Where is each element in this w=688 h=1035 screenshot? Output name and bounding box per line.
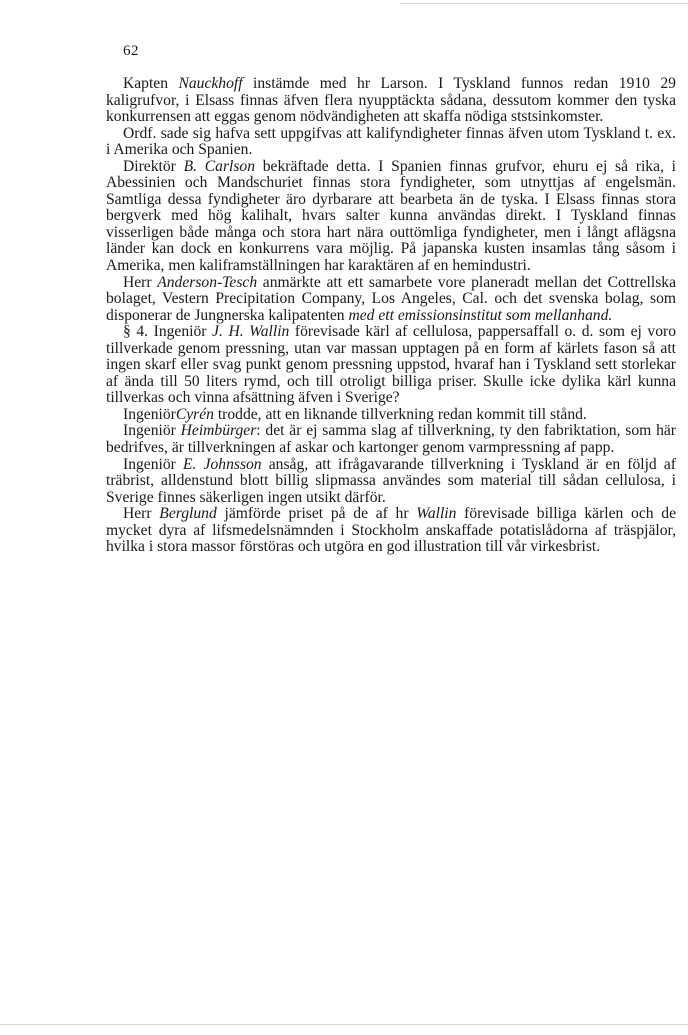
body-text: [106, 76, 676, 556]
italic-name-span: Cyrén: [175, 405, 214, 423]
paragraph-heimburger: [106, 423, 676, 456]
top-scan-rule: [400, 3, 688, 4]
text-span: § 4. Ingeniör: [123, 323, 213, 341]
italic-name-span: E. Johnsson: [182, 455, 262, 473]
paragraph-cyren: [106, 407, 676, 424]
text-span: Ingeniör: [123, 455, 183, 473]
text-span: förevisade kärl af cellulosa, pappersaffall o. d. som ej voro tillverkade genom pressning, utan var massan upptagen på en form af kärlets fason så att ingen skarf eller svag punkt genom pressning uppstod, hvaraf han i Tyskland sett storlekar af ända till 50 liters rymd, och till otroligt billiga priser. Skulle icke dylika kärl kunna tillverkas och vinna afsättning äfven i Sverige?: [106, 323, 677, 407]
text-span: förevisade billiga kärlen och de mycket dyra af lifsmedelsnämnden i Stockholm anskaffade potatislådorna af träspjälor, hvilka i stora massor förstöras och utgöra en god illustration till vår virkesbrist.: [106, 505, 676, 556]
italic-name-span: J. H. Wallin: [212, 323, 290, 341]
italic-name-span: Wallin: [416, 505, 457, 523]
italic-name-span: Nauckhoff: [178, 75, 243, 92]
text-span: Ordf. sade sig hafva sett uppgifvas att kalifyndigheter finnas äfven utom Tyskland t. ex. i Amerika och Spanien.: [106, 124, 676, 159]
text-span: trodde, att en liknande tillverkning redan kommit till stånd.: [213, 405, 587, 423]
italic-name-span: B. Carlson: [183, 157, 256, 175]
paragraph-berglund: [106, 506, 676, 556]
text-span: Ingeniör: [123, 405, 176, 423]
text-span: ansåg, att ifrågavarande tillverkning i Tyskland är en följd af träbrist, alldenstund blott billig slipmassa användes som material till sådan cellulosa, i Sverige finnes säkerligen ingen utsikt därför.: [106, 455, 676, 506]
italic-name-span: Heimbürger: [180, 422, 257, 440]
paragraph-carlson: [106, 159, 676, 275]
italic-name-span: Anderson-Tesch: [157, 273, 258, 291]
text-span: bekräftade detta. I Spanien finnas grufvor, ehuru ej så rika, i Abessinien och Mandschuriet finnas stora fyndigheter, som utnyttjas af engelsmän. Samtliga dessa fyndigheter äro dyrbarare att bearbeta än de tyska. I Elsass finnas stora bergverk med hög kalihalt, hvars salter kunna användas direkt. I Tyskland finnas visserligen både många och stora hart nära outtömliga fyndigheter, men i långt aflägsna länder kan dock en konkurrens vara möjlig. På japanska kusten insamlas tång såsom i Amerika, men kaliframställningen har karaktären af en hemindustri.: [106, 157, 676, 275]
text-span: Herr: [123, 273, 158, 291]
text-span: jämförde priset på de af hr: [216, 505, 417, 523]
text-span: instämde med hr Larson. I Tyskland funnos redan 1910 29 kaligrufvor, i Elsass finnas äfven flera nyupptäckta sådana, dessutom kommer den tyska konkurrensen att eggas genom nödvändigheten att skaffa nödiga ststsinkomster.: [106, 75, 676, 126]
italic-name-span: med ett emissionsinstitut som mellanhand.: [348, 306, 613, 324]
text-span: Direktör: [123, 157, 184, 175]
italic-name-span: Berglund: [159, 505, 217, 523]
text-span: anmärkte att ett samarbete vore planeradt mellan det Cottrellska bolaget, Vestern Precipitation Company, Los Angeles, Cal. och det svenska bolag, som disponerar de Jungnerska kalipatenten: [106, 273, 676, 324]
bottom-scan-rule: [0, 1024, 688, 1025]
text-span: Herr: [123, 505, 160, 523]
text-span: : det är ej samma slag af tillverkning, ty den fabriktation, som här bedrifves, är tillverkningen af askar och kartonger genom varmpressning af papp.: [106, 422, 676, 457]
text-span: Ingeniör: [123, 422, 181, 440]
text-span: Kapten: [123, 75, 179, 92]
paragraph-section-4-wallin: [106, 324, 676, 407]
paragraph-ordf: [106, 126, 676, 159]
paragraph-johnsson: [106, 457, 676, 507]
paragraph-anderson-tesch: [106, 275, 676, 325]
page-number: 62: [123, 43, 139, 59]
paragraph-nauckhoff: [106, 76, 676, 126]
